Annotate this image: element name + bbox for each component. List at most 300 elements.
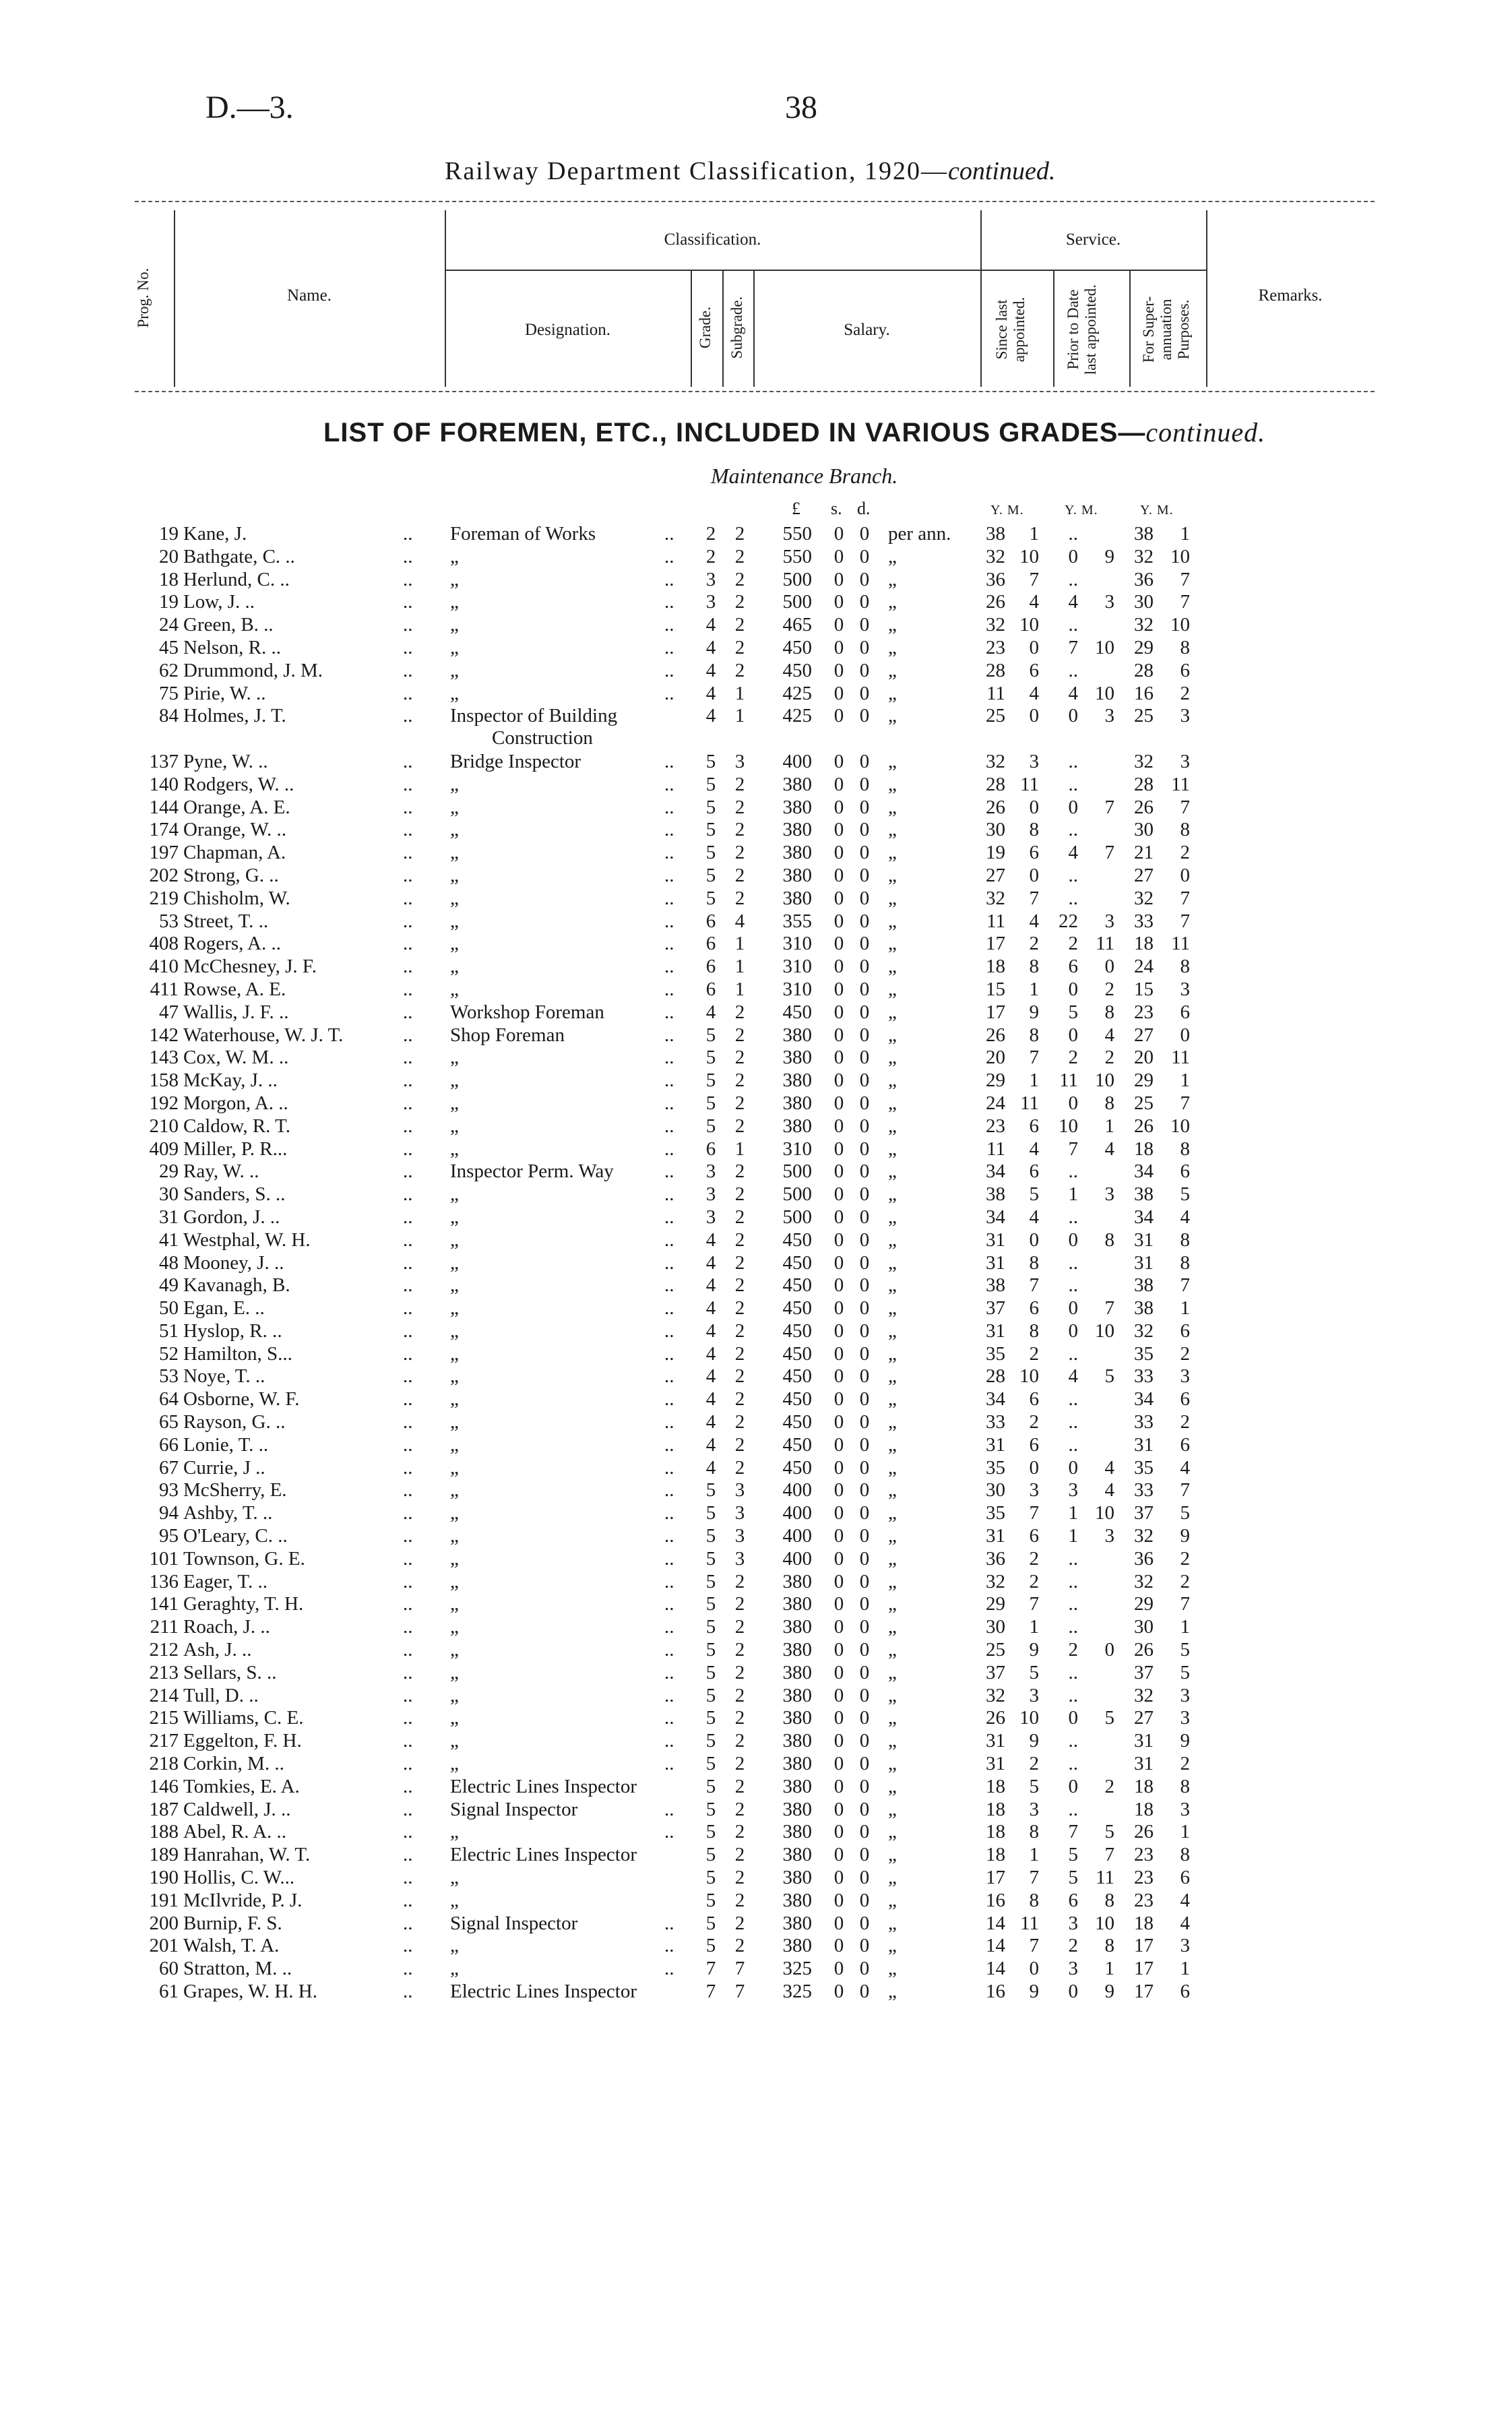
leader-dots: .. <box>403 1251 413 1274</box>
leader-dots: .. <box>403 1593 413 1615</box>
since-last-years-cell: 31 <box>986 1251 1005 1274</box>
table-row <box>0 1707 1512 1730</box>
salary-pounds-cell: 380 <box>782 1570 812 1592</box>
prog-no-cell: 136 <box>149 1570 179 1592</box>
name-cell: McIlvride, P. J. <box>183 1889 303 1911</box>
since-last-months-cell: 0 <box>1029 1958 1039 1980</box>
superannuation-months-cell: 1 <box>1180 523 1190 545</box>
col-divider <box>722 270 724 387</box>
subgrade-cell: 1 <box>734 933 745 955</box>
leader-dots: .. <box>664 1433 674 1456</box>
prior-to-date-years-cell: .. <box>1068 1684 1078 1706</box>
salary-pounds-cell: 550 <box>782 523 812 545</box>
since-last-months-cell: 7 <box>1029 1047 1039 1069</box>
table-row <box>0 1776 1512 1799</box>
subgrade-cell: 2 <box>734 1844 745 1866</box>
leader-dots: .. <box>403 1411 413 1433</box>
since-last-months-cell: 0 <box>1029 1229 1039 1251</box>
superannuation-months-cell: 7 <box>1180 1593 1190 1615</box>
since-last-years-cell: 18 <box>986 1821 1005 1843</box>
leader-dots: .. <box>664 1661 674 1683</box>
salary-pence-cell: 0 <box>859 1753 870 1775</box>
prior-to-date-years-cell: .. <box>1068 1388 1078 1410</box>
salary-period-cell: „ <box>888 1456 897 1479</box>
superannuation-years-cell: 32 <box>1134 750 1154 772</box>
since-last-years-cell: 32 <box>986 614 1005 636</box>
prog-no-cell: 217 <box>149 1730 179 1752</box>
since-last-years-cell: 11 <box>986 1138 1005 1160</box>
salary-shillings-cell: 0 <box>833 1753 844 1775</box>
salary-shillings-cell: 0 <box>833 864 844 886</box>
name-cell: Hamilton, S... <box>183 1342 292 1365</box>
designation-cell: „ <box>450 1456 459 1479</box>
since-last-years-cell: 31 <box>986 1433 1005 1456</box>
salary-shillings-cell: 0 <box>833 1958 844 1980</box>
superannuation-years-cell: 16 <box>1134 682 1154 704</box>
prior-to-date-months-cell: 2 <box>1104 1047 1114 1069</box>
superannuation-months-cell: 1 <box>1180 1821 1190 1843</box>
salary-pounds-cell: 380 <box>782 819 812 841</box>
prog-no-cell: 408 <box>149 933 179 955</box>
leader-dots: .. <box>664 1274 674 1297</box>
grade-cell: 5 <box>705 864 716 886</box>
table-row <box>0 1069 1512 1092</box>
prog-no-cell: 60 <box>159 1958 179 1980</box>
prior-to-date-years-cell: 7 <box>1068 1138 1078 1160</box>
leader-dots: .. <box>664 1502 674 1524</box>
since-last-years-cell: 11 <box>986 910 1005 932</box>
salary-period-cell: „ <box>888 1320 897 1342</box>
superannuation-months-cell: 1 <box>1180 1616 1190 1638</box>
salary-pounds-cell: 380 <box>782 887 812 909</box>
table-row <box>0 1867 1512 1890</box>
prog-no-cell: 29 <box>159 1160 179 1183</box>
salary-pence-cell: 0 <box>859 1365 870 1388</box>
grade-cell: 5 <box>705 1502 716 1524</box>
name-cell: Grapes, W. H. H. <box>183 1981 317 2002</box>
since-last-years-cell: 36 <box>986 1547 1005 1570</box>
since-last-years-cell: 11 <box>986 682 1005 704</box>
superannuation-months-cell: 7 <box>1180 1479 1190 1501</box>
since-last-years-cell: 38 <box>986 523 1005 545</box>
years-months-unit: Y. M. <box>1065 503 1098 518</box>
salary-shillings-cell: 0 <box>833 1730 844 1752</box>
leader-dots: .. <box>403 705 413 727</box>
superannuation-years-cell: 38 <box>1134 1183 1154 1206</box>
since-last-months-cell: 5 <box>1029 1661 1039 1683</box>
designation-cell: „ <box>450 1433 459 1456</box>
designation-cell: „ <box>450 1388 459 1410</box>
salary-shillings-cell: 0 <box>833 1570 844 1592</box>
page-number: 38 <box>785 90 817 125</box>
salary-pence-cell: 0 <box>859 1775 870 1797</box>
salary-pence-cell: 0 <box>859 1707 870 1729</box>
leader-dots: .. <box>664 1320 674 1342</box>
leader-dots: .. <box>403 796 413 818</box>
grade-cell: 4 <box>705 1433 716 1456</box>
prior-to-date-months-cell: 2 <box>1104 978 1114 1000</box>
since-last-years-cell: 32 <box>986 750 1005 772</box>
prog-no-cell: 158 <box>149 1069 179 1092</box>
salary-pence-cell: 0 <box>859 1274 870 1297</box>
superannuation-years-cell: 29 <box>1134 1069 1154 1092</box>
salary-shillings-cell: 0 <box>833 1388 844 1410</box>
salary-pence-cell: 0 <box>859 1821 870 1843</box>
designation-cell: Inspector Perm. Way <box>450 1160 614 1183</box>
name-cell: Miller, P. R... <box>183 1138 288 1160</box>
superannuation-years-cell: 30 <box>1134 1616 1154 1638</box>
since-last-years-cell: 33 <box>986 1411 1005 1433</box>
designation-cell: „ <box>450 1479 459 1501</box>
prior-to-date-years-cell: .. <box>1068 614 1078 636</box>
since-last-years-cell: 16 <box>986 1981 1005 2002</box>
designation-cell: „ <box>450 1730 459 1752</box>
salary-shillings-cell: 0 <box>833 1775 844 1797</box>
grade-cell: 7 <box>705 1958 716 1980</box>
leader-dots: .. <box>664 1912 674 1934</box>
salary-pounds-cell: 380 <box>782 1661 812 1683</box>
superannuation-years-cell: 38 <box>1134 1297 1154 1320</box>
salary-pounds-cell: 400 <box>782 1479 812 1501</box>
salary-pounds-cell: 380 <box>782 1115 812 1137</box>
leader-dots: .. <box>664 659 674 681</box>
leader-dots: .. <box>403 956 413 978</box>
superannuation-years-cell: 17 <box>1134 1935 1154 1957</box>
since-last-years-cell: 19 <box>986 842 1005 864</box>
col-divider <box>691 270 692 387</box>
salary-pounds-cell: 380 <box>782 1684 812 1706</box>
superannuation-months-cell: 6 <box>1180 1433 1190 1456</box>
superannuation-years-cell: 26 <box>1134 796 1154 818</box>
designation-cell: „ <box>450 819 459 841</box>
prior-to-date-years-cell: 0 <box>1068 1229 1078 1251</box>
prog-no-cell: 190 <box>149 1867 179 1889</box>
grade-cell: 5 <box>705 1047 716 1069</box>
superannuation-years-cell: 20 <box>1134 1047 1154 1069</box>
leader-dots: .. <box>664 1479 674 1501</box>
since-last-years-cell: 32 <box>986 1684 1005 1706</box>
grade-cell: 5 <box>705 1775 716 1797</box>
prior-to-date-months-cell: 1 <box>1104 1958 1114 1980</box>
grade-cell: 4 <box>705 1320 716 1342</box>
prior-to-date-months-cell: 5 <box>1104 1365 1114 1388</box>
grade-cell: 5 <box>705 1753 716 1775</box>
designation-cell: Signal Inspector <box>450 1912 578 1934</box>
salary-shillings-cell: 0 <box>833 545 844 567</box>
salary-period-cell: „ <box>888 1981 897 2002</box>
salary-pounds-cell: 450 <box>782 1001 812 1023</box>
salary-pounds-cell: 380 <box>782 1092 812 1114</box>
salary-pence-cell: 0 <box>859 1411 870 1433</box>
since-last-months-cell: 2 <box>1029 933 1039 955</box>
name-cell: Tomkies, E. A. <box>183 1775 300 1797</box>
since-last-months-cell: 3 <box>1029 1479 1039 1501</box>
prior-to-date-years-cell: .. <box>1068 1570 1078 1592</box>
subgrade-cell: 2 <box>734 819 745 841</box>
name-cell: Roach, J. .. <box>183 1616 270 1638</box>
since-last-months-cell: 1 <box>1029 523 1039 545</box>
salary-period-cell: „ <box>888 956 897 978</box>
designation-cell: „ <box>450 1138 459 1160</box>
superannuation-years-cell: 34 <box>1134 1206 1154 1228</box>
table-row <box>0 1913 1512 1935</box>
since-last-years-cell: 23 <box>986 1115 1005 1137</box>
salary-period-cell: „ <box>888 887 897 909</box>
prior-to-date-years-cell: 0 <box>1068 1456 1078 1479</box>
prior-to-date-months-cell: 10 <box>1095 1912 1114 1934</box>
subgrade-cell: 2 <box>734 1229 745 1251</box>
prior-to-date-years-cell: 0 <box>1068 705 1078 727</box>
superannuation-months-cell: 1 <box>1180 1297 1190 1320</box>
designation-cell: „ <box>450 1411 459 1433</box>
grade-cell: 5 <box>705 819 716 841</box>
salary-pence-cell: 0 <box>859 636 870 658</box>
salary-shillings-cell: 0 <box>833 682 844 704</box>
subgrade-cell: 2 <box>734 1411 745 1433</box>
grade-cell: 5 <box>705 1912 716 1934</box>
salary-pence-cell: 0 <box>859 1024 870 1046</box>
since-last-months-cell: 5 <box>1029 1775 1039 1797</box>
salary-period-cell: „ <box>888 1274 897 1297</box>
prior-to-date-years-cell: .. <box>1068 1160 1078 1183</box>
superannuation-years-cell: 23 <box>1134 1001 1154 1023</box>
name-cell: Bathgate, C. .. <box>183 545 295 567</box>
name-cell: Low, J. .. <box>183 591 255 613</box>
table-row <box>0 1343 1512 1366</box>
leader-dots: .. <box>403 1069 413 1092</box>
superannuation-months-cell: 7 <box>1180 1092 1190 1114</box>
prior-to-date-months-cell: 8 <box>1104 1092 1114 1114</box>
salary-pounds-cell: 380 <box>782 1616 812 1638</box>
prog-no-cell: 19 <box>159 523 179 545</box>
prior-to-date-years-cell: .. <box>1068 1661 1078 1683</box>
designation-cell: „ <box>450 1889 459 1911</box>
designation-cell: „ <box>450 591 459 613</box>
salary-period-cell: „ <box>888 933 897 955</box>
superannuation-years-cell: 32 <box>1134 1320 1154 1342</box>
designation-cell: „ <box>450 1684 459 1706</box>
designation-cell: „ <box>450 1297 459 1320</box>
salary-period-cell: „ <box>888 1138 897 1160</box>
salary-pence-cell: 0 <box>859 1935 870 1957</box>
superannuation-years-cell: 28 <box>1134 773 1154 795</box>
grade-cell: 5 <box>705 796 716 818</box>
salary-pence-cell: 0 <box>859 1138 870 1160</box>
subgrade-cell: 2 <box>734 1821 745 1843</box>
prog-no-cell: 84 <box>159 705 179 727</box>
since-last-months-cell: 7 <box>1029 887 1039 909</box>
superannuation-years-cell: 35 <box>1134 1456 1154 1479</box>
salary-pence-cell: 0 <box>859 1730 870 1752</box>
prog-no-cell: 137 <box>149 750 179 772</box>
since-last-months-cell: 11 <box>1020 1092 1039 1114</box>
salary-pounds-cell: 450 <box>782 1456 812 1479</box>
grade-cell: 5 <box>705 1024 716 1046</box>
leader-dots: .. <box>403 773 413 795</box>
salary-period-cell: „ <box>888 1024 897 1046</box>
superannuation-years-cell: 23 <box>1134 1867 1154 1889</box>
branch-title: Maintenance Branch. <box>711 464 898 488</box>
superannuation-months-cell: 8 <box>1180 1229 1190 1251</box>
name-cell: Townson, G. E. <box>183 1547 305 1570</box>
superannuation-months-cell: 6 <box>1180 1867 1190 1889</box>
salary-pence-cell: 0 <box>859 1844 870 1866</box>
name-cell: Hollis, C. W... <box>183 1867 295 1889</box>
salary-pounds-cell: 380 <box>782 1844 812 1866</box>
service-header: Service. <box>1065 230 1121 249</box>
since-last-years-cell: 28 <box>986 773 1005 795</box>
since-last-years-cell: 31 <box>986 1320 1005 1342</box>
since-last-years-cell: 31 <box>986 1730 1005 1752</box>
prior-to-date-years-cell: .. <box>1068 1206 1078 1228</box>
since-last-years-cell: 28 <box>986 659 1005 681</box>
leader-dots: .. <box>403 933 413 955</box>
table-row <box>0 751 1512 774</box>
table-row <box>0 1047 1512 1069</box>
salary-pounds-cell: 450 <box>782 1320 812 1342</box>
salary-shillings-cell: 0 <box>833 591 844 613</box>
superannuation-years-cell: 17 <box>1134 1981 1154 2002</box>
salary-pounds-cell: 380 <box>782 1047 812 1069</box>
salary-shillings-cell: 0 <box>833 523 844 545</box>
leader-dots: .. <box>664 1456 674 1479</box>
salary-shillings-cell: 0 <box>833 1593 844 1615</box>
superannuation-months-cell: 5 <box>1180 1502 1190 1524</box>
grade-cell: 4 <box>705 1456 716 1479</box>
superannuation-years-cell: 23 <box>1134 1844 1154 1866</box>
salary-pounds-cell: 500 <box>782 1183 812 1206</box>
superannuation-years-cell: 27 <box>1134 864 1154 886</box>
grade-cell: 4 <box>705 1251 716 1274</box>
grade-cell: 5 <box>705 1069 716 1092</box>
salary-pence-cell: 0 <box>859 842 870 864</box>
superannuation-months-cell: 7 <box>1180 910 1190 932</box>
table-row <box>0 910 1512 933</box>
prog-no-cell: 95 <box>159 1525 179 1547</box>
leader-dots: .. <box>403 1502 413 1524</box>
grade-cell: 3 <box>705 1206 716 1228</box>
since-last-months-cell: 8 <box>1029 1251 1039 1274</box>
salary-pence-cell: 0 <box>859 887 870 909</box>
prog-no-cell: 197 <box>149 842 179 864</box>
prior-to-date-months-cell: 9 <box>1104 1981 1114 2002</box>
leader-dots: .. <box>664 1047 674 1069</box>
prog-no-cell: 20 <box>159 545 179 567</box>
superannuation-years-cell: 21 <box>1134 842 1154 864</box>
subgrade-cell: 3 <box>734 1479 745 1501</box>
leader-dots: .. <box>664 773 674 795</box>
leader-dots: .. <box>403 1935 413 1957</box>
since-last-years-cell: 23 <box>986 636 1005 658</box>
subgrade-cell: 3 <box>734 1547 745 1570</box>
superannuation-years-cell: 37 <box>1134 1502 1154 1524</box>
section-heading-text: LIST OF FOREMEN, ETC., INCLUDED IN VARIOUS GRADES— <box>323 418 1146 447</box>
since-last-years-cell: 34 <box>986 1206 1005 1228</box>
grade-cell: 5 <box>705 1730 716 1752</box>
running-title-suffix: continued. <box>947 157 1056 185</box>
prog-no-cell: 409 <box>149 1138 179 1160</box>
salary-shillings-cell: 0 <box>833 887 844 909</box>
grade-cell: 3 <box>705 1183 716 1206</box>
since-last-months-cell: 6 <box>1029 842 1039 864</box>
salary-period-cell: „ <box>888 842 897 864</box>
subgrade-cell: 2 <box>734 1639 745 1661</box>
prog-no-cell: 53 <box>159 1365 179 1388</box>
salary-pounds-cell: 380 <box>782 1069 812 1092</box>
superannuation-years-cell: 26 <box>1134 1115 1154 1137</box>
name-cell: Pyne, W. .. <box>183 750 268 772</box>
superannuation-years-cell: 32 <box>1134 1525 1154 1547</box>
subgrade-cell: 2 <box>734 1570 745 1592</box>
since-last-months-cell: 11 <box>1020 773 1039 795</box>
prog-no-cell: 215 <box>149 1707 179 1729</box>
superannuation-years-cell: 18 <box>1134 1775 1154 1797</box>
prog-no-cell: 218 <box>149 1753 179 1775</box>
salary-pence-cell: 0 <box>859 819 870 841</box>
name-cell: Mooney, J. .. <box>183 1251 284 1274</box>
subgrade-cell: 1 <box>734 705 745 727</box>
salary-pence-cell: 0 <box>859 1388 870 1410</box>
superannuation-months-cell: 8 <box>1180 956 1190 978</box>
salary-pounds-cell: 500 <box>782 1160 812 1183</box>
salary-period-cell: „ <box>888 910 897 932</box>
grade-cell: 5 <box>705 842 716 864</box>
superannuation-years-cell: 32 <box>1134 1684 1154 1706</box>
salary-shillings-cell: 0 <box>833 1525 844 1547</box>
salary-period-cell: „ <box>888 545 897 567</box>
prior-to-date-years-cell: 4 <box>1068 682 1078 704</box>
superannuation-months-cell: 11 <box>1171 773 1190 795</box>
designation-cell: Electric Lines Inspector <box>450 1981 637 2002</box>
designation-cell: „ <box>450 1251 459 1274</box>
superannuation-years-cell: 31 <box>1134 1433 1154 1456</box>
salary-period-cell: „ <box>888 568 897 590</box>
salary-shillings-cell: 0 <box>833 1661 844 1683</box>
leader-dots: .. <box>403 842 413 864</box>
since-last-months-cell: 2 <box>1029 1753 1039 1775</box>
years-months-unit: Y. M. <box>1140 503 1174 518</box>
name-cell: Chapman, A. <box>183 842 286 864</box>
designation-line: Construction <box>492 727 593 749</box>
since-last-months-cell: 3 <box>1029 1684 1039 1706</box>
superannuation-years-cell: 31 <box>1134 1730 1154 1752</box>
grade-cell: 5 <box>705 1798 716 1820</box>
table-row <box>0 1525 1512 1548</box>
prior-to-date-months-cell: 7 <box>1104 842 1114 864</box>
since-last-months-cell: 2 <box>1029 1570 1039 1592</box>
subgrade-cell: 2 <box>734 1867 745 1889</box>
name-header: Name. <box>287 286 332 305</box>
prior-to-date-months-cell: 5 <box>1104 1707 1114 1729</box>
leader-dots: .. <box>664 682 674 704</box>
table-row <box>0 1024 1512 1047</box>
superannuation-years-cell: 33 <box>1134 910 1154 932</box>
since-last-years-cell: 31 <box>986 1525 1005 1547</box>
superannuation-years-cell: 24 <box>1134 956 1154 978</box>
subgrade-cell: 1 <box>734 978 745 1000</box>
grade-cell: 4 <box>705 636 716 658</box>
name-cell: McKay, J. .. <box>183 1069 278 1092</box>
leader-dots: .. <box>403 1115 413 1137</box>
prior-to-date-years-cell: 2 <box>1068 1935 1078 1957</box>
leader-dots: .. <box>664 1297 674 1320</box>
since-last-months-cell: 9 <box>1029 1981 1039 2002</box>
table-row <box>0 1548 1512 1571</box>
prog-no-cell: 410 <box>149 956 179 978</box>
grade-cell: 5 <box>705 1889 716 1911</box>
designation-cell: „ <box>450 796 459 818</box>
prior-to-date-years-cell: 4 <box>1068 842 1078 864</box>
